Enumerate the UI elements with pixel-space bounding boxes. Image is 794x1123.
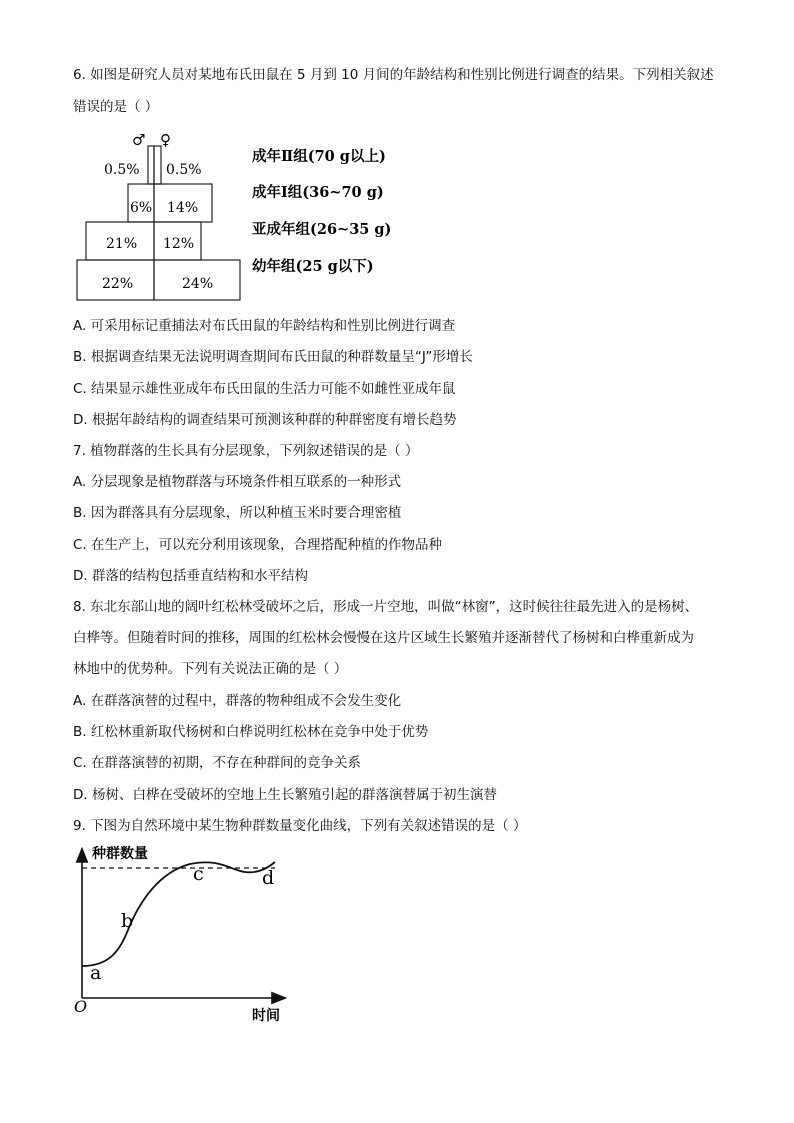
q6-option-d: D. 根据年龄结构的调查结果可预测该种群的种群密度有增长趋势 xyxy=(73,412,457,428)
point-b-label: b xyxy=(121,910,134,932)
group-label-subadult: 亚成年组(26~35 g) xyxy=(252,221,392,238)
age-pyramid-figure xyxy=(74,128,404,306)
population-curve xyxy=(82,862,275,966)
pct-adult1-female: 14% xyxy=(167,200,199,216)
q8-stem-line2: 白桦等。但随着时间的推移，周围的红松林会慢慢在这片区域生长繁殖并逐渐替代了杨树和白桦重新成为 xyxy=(73,630,694,646)
origin-label: O xyxy=(74,997,88,1016)
female-symbol: ♀ xyxy=(160,131,171,149)
pct-adult2-female: 0.5% xyxy=(166,162,202,178)
point-c-label: c xyxy=(193,863,204,885)
pct-subadult-female: 12% xyxy=(163,236,195,252)
group-label-juvenile: 幼年组(25 g以下) xyxy=(252,258,374,275)
q8-option-b: B. 红松林重新取代杨树和白桦说明红松林在竞争中处于优势 xyxy=(73,724,429,740)
point-d-label: d xyxy=(262,867,275,889)
male-symbol: ♂ xyxy=(132,131,146,149)
q8-option-d: D. 杨树、白桦在受破坏的空地上生长繁殖引起的群落演替属于初生演替 xyxy=(73,787,497,803)
q6-option-a: A. 可采用标记重捕法对布氏田鼠的年龄结构和性别比例进行调查 xyxy=(73,318,456,334)
group-label-adult2: 成年Ⅱ组(70 g以上) xyxy=(252,148,386,165)
q7-option-d: D. 群落的结构包括垂直结构和水平结构 xyxy=(73,568,308,584)
q8-option-a: A. 在群落演替的过程中，群落的物种组成不会发生变化 xyxy=(73,693,402,709)
q6-stem-line1: 6. 如图是研究人员对某地布氏田鼠在 5 月到 10 月间的年龄结构和性别比例进行调查的结果。下列相关叙述 xyxy=(73,67,714,83)
q8-option-c: C. 在群落演替的初期，不存在种群间的竞争关系 xyxy=(73,755,362,771)
pct-juvenile-female: 24% xyxy=(182,276,214,292)
bar-adult2-female xyxy=(154,146,161,184)
q6-stem-line2: 错误的是（ ） xyxy=(73,99,159,115)
q6-option-c: C. 结果显示雄性亚成年布氏田鼠的生活力可能不如雌性亚成年鼠 xyxy=(73,381,456,397)
q6-option-b: B. 根据调查结果无法说明调查期间布氏田鼠的种群数量呈“J”形增长 xyxy=(73,349,473,365)
y-axis-label: 种群数量 xyxy=(92,846,148,862)
pct-adult2-male: 0.5% xyxy=(104,162,140,178)
population-curve-figure xyxy=(70,842,300,1027)
q7-option-c: C. 在生产上，可以充分利用该现象，合理搭配种植的作物品种 xyxy=(73,537,443,553)
pct-subadult-male: 21% xyxy=(106,236,138,252)
q9-stem: 9. 下图为自然环境中某生物种群数量变化曲线，下列有关叙述错误的是（ ） xyxy=(73,818,527,834)
bar-adult2-male xyxy=(148,146,154,184)
pct-juvenile-male: 22% xyxy=(102,276,134,292)
q7-option-b: B. 因为群落具有分层现象，所以种植玉米时要合理密植 xyxy=(73,505,402,521)
pct-adult1-male: 6% xyxy=(130,200,153,216)
q7-option-a: A. 分层现象是植物群落与环境条件相互联系的一种形式 xyxy=(73,474,402,490)
point-a-label: a xyxy=(90,962,102,984)
q8-stem-line1: 8. 东北东部山地的阔叶红松林受破坏之后，形成一片空地，叫做“林窗”，这时候往往最先进入的是杨树、 xyxy=(73,599,699,615)
x-axis-label: 时间 xyxy=(252,1008,280,1024)
group-label-adult1: 成年Ⅰ组(36~70 g) xyxy=(252,184,384,201)
q8-stem-line3: 林地中的优势种。下列有关说法正确的是（ ） xyxy=(73,661,348,677)
q7-stem: 7. 植物群落的生长具有分层现象，下列叙述错误的是（ ） xyxy=(73,443,419,459)
